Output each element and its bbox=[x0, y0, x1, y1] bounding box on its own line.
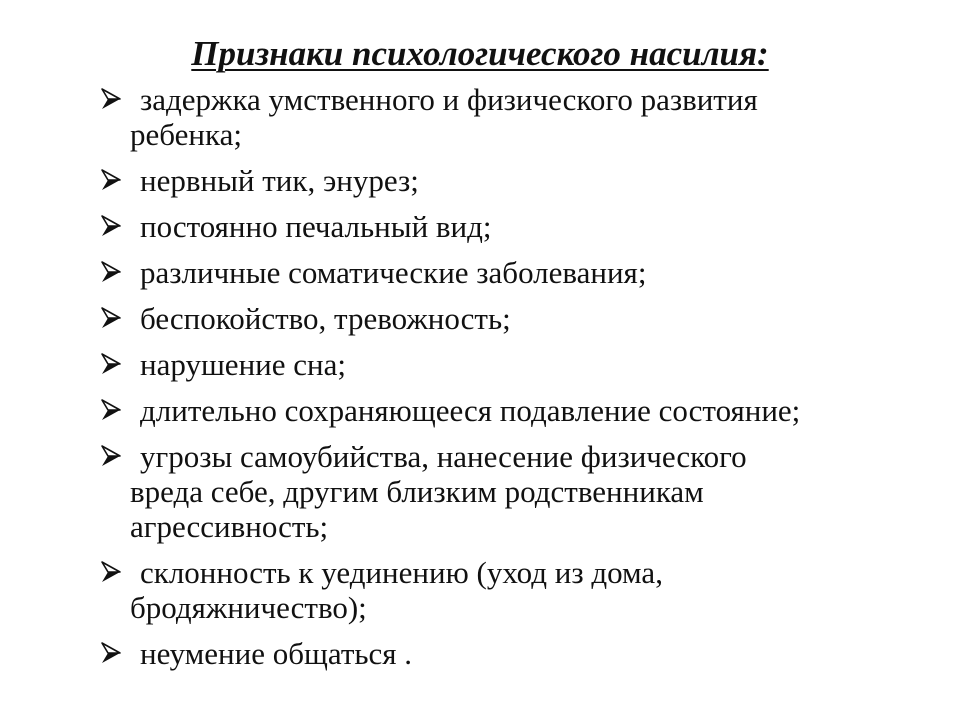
list-item bbox=[100, 347, 920, 382]
list-item-text: различные соматические заболевания; bbox=[140, 255, 647, 290]
list-item-text: длительно сохраняющееся подавление состояние; bbox=[140, 393, 801, 428]
arrowhead-bullet-icon bbox=[100, 558, 124, 586]
list-item bbox=[100, 439, 920, 544]
list-item-text: бродяжничество); bbox=[130, 590, 367, 625]
slide-title: Признаки психологического насилия: bbox=[191, 34, 769, 73]
list-item bbox=[100, 255, 920, 290]
list-item-text: ребенка; bbox=[130, 117, 242, 152]
arrowhead-bullet-icon bbox=[100, 212, 124, 240]
arrowhead-bullet-icon bbox=[100, 85, 124, 113]
list-item bbox=[100, 163, 920, 198]
arrowhead-bullet-icon bbox=[100, 166, 124, 194]
list-item bbox=[100, 555, 920, 625]
list-item-text: склонность к уединению (уход из дома, bbox=[140, 555, 663, 590]
list-item-text: беспокойство, тревожность; bbox=[140, 301, 511, 336]
list-item-text: задержка умственного и физического развития bbox=[140, 82, 758, 117]
arrowhead-bullet-icon bbox=[100, 304, 124, 332]
list-item-text: агрессивность; bbox=[130, 509, 329, 544]
arrowhead-bullet-icon bbox=[100, 639, 124, 667]
arrowhead-bullet-icon bbox=[100, 350, 124, 378]
list-item-text: неумение общаться . bbox=[140, 636, 413, 671]
list-item bbox=[100, 82, 920, 152]
arrowhead-bullet-icon bbox=[100, 396, 124, 424]
arrowhead-bullet-icon bbox=[100, 258, 124, 286]
list-item-text: нервный тик, энурез; bbox=[140, 163, 419, 198]
list-item bbox=[100, 209, 920, 244]
list-item-text: постоянно печальный вид; bbox=[140, 209, 492, 244]
list-item-text: угрозы самоубийства, нанесение физического bbox=[140, 439, 747, 474]
list-item bbox=[100, 393, 920, 428]
list-item-text: нарушение сна; bbox=[140, 347, 346, 382]
list-item bbox=[100, 301, 920, 336]
signs-list bbox=[100, 82, 920, 682]
list-item-text: вреда себе, другим близким родственникам bbox=[130, 474, 704, 509]
arrowhead-bullet-icon bbox=[100, 442, 124, 470]
list-item bbox=[100, 636, 920, 671]
